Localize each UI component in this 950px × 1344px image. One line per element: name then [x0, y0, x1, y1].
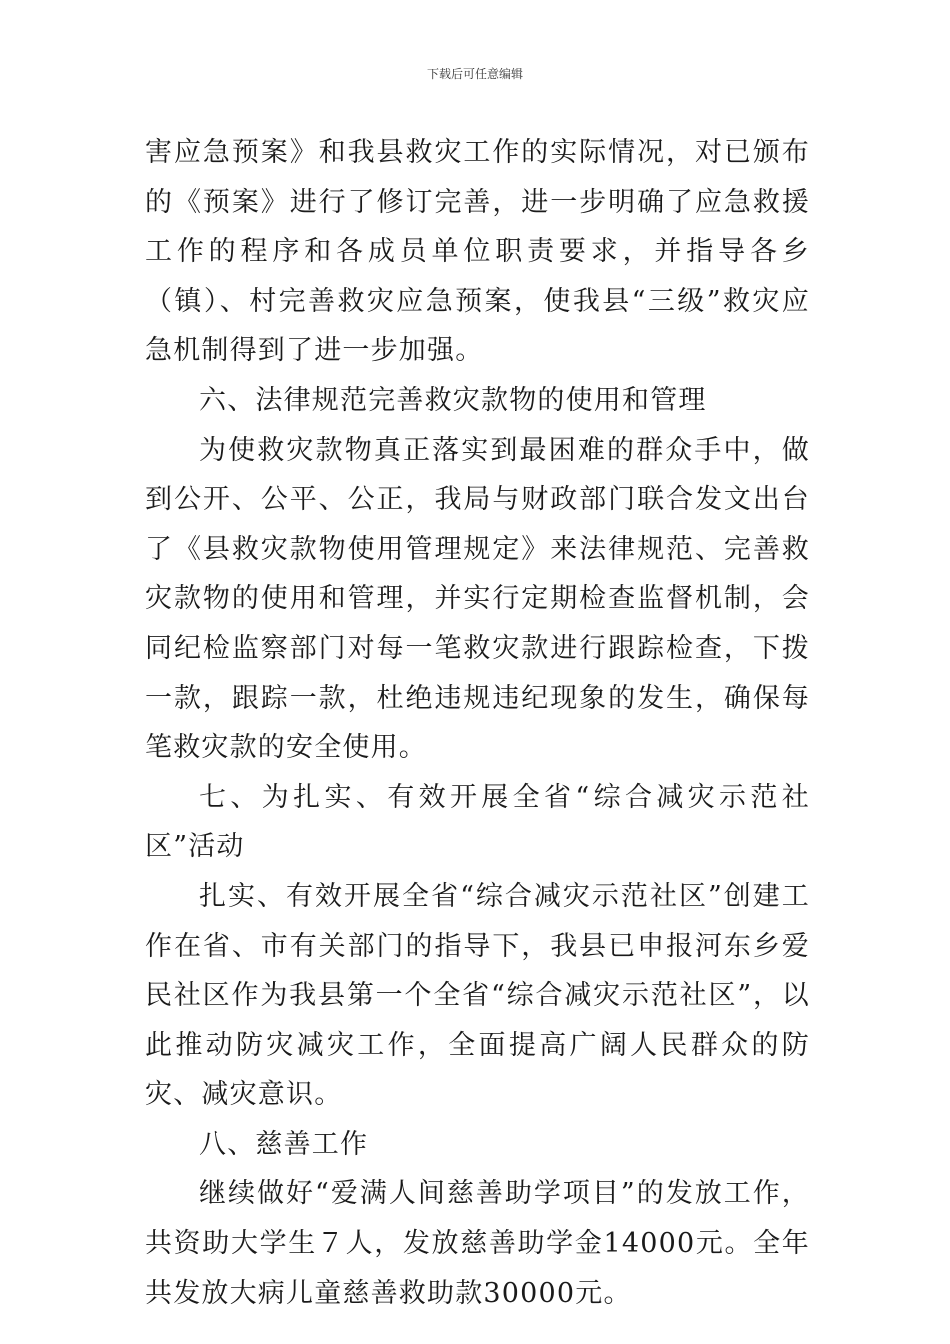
- page-header-note: 下载后可任意编辑: [426, 67, 523, 81]
- section-heading-six: 六、法律规范完善救灾款物的使用和管理: [199, 384, 707, 416]
- paragraph-demo-community: 扎实、有效开展全省“综合减灾示范社区”创建工作在省、市有关部门的指导下，我县已申报河东乡爱民社区作为我县第一个全省“综合减灾示范社区”，以此推动防灾减灾工作，全面提高广阔人民群众的防灾、减灾意识。: [145, 880, 810, 1111]
- paragraph-charity: 继续做好“爱满人间慈善助学项目”的发放工作，共资助大学生７人，发放慈善助学金14000元。全年共发放大病儿童慈善救助款30000元。: [145, 1178, 810, 1309]
- document-body: [145, 128, 810, 1318]
- paragraph-relief-funds: 为使救灾款物真正落实到最困难的群众手中，做到公开、公平、公正，我局与财政部门联合发文出台了《县救灾款物使用管理规定》来法律规范、完善救灾款物的使用和管理，并实行定期检查监督机制，会同纪检监察部门对每一笔救灾款进行跟踪检查，下拨一款，跟踪一款，杜绝违规违纪现象的发生，确保每笔救灾款的安全使用。: [145, 434, 810, 764]
- section-heading-seven: 七、为扎实、有效开展全省“综合减灾示范社区”活动: [145, 781, 810, 863]
- paragraph-continuation: 害应急预案》和我县救灾工作的实际情况，对已颁布的《预案》进行了修订完善，进一步明确了应急救援工作的程序和各成员单位职责要求，并指导各乡（镇）、村完善救灾应急预案，使我县“三级”救灾应急机制得到了进一步加强。: [145, 137, 810, 367]
- section-heading-eight: 八、慈善工作: [199, 1128, 369, 1160]
